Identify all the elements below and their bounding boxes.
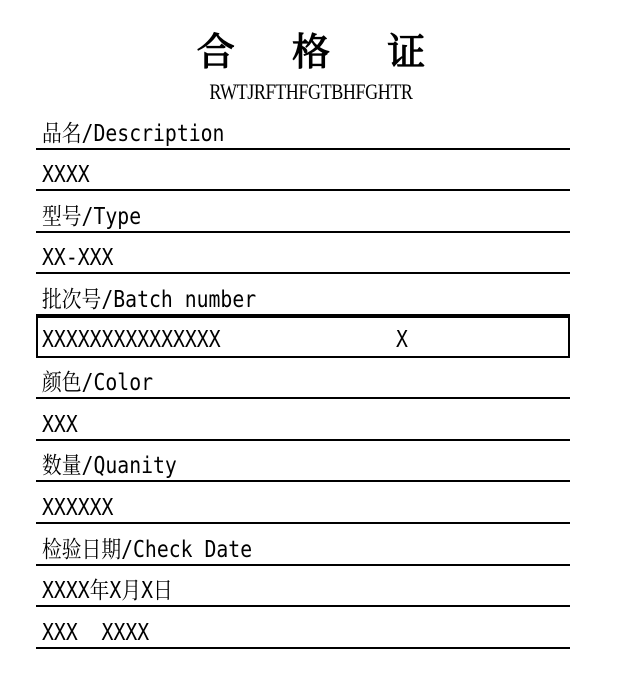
- color-value-row: [36, 399, 570, 441]
- color-value: XXX: [42, 411, 78, 438]
- batch-number-value-box: [36, 316, 570, 358]
- certificate-fields: [36, 108, 570, 649]
- color-label-row: [36, 358, 570, 400]
- check-date-label-row: [36, 524, 570, 566]
- type-value-row: [36, 233, 570, 275]
- description-value-row: [36, 150, 570, 192]
- quantity-label: 数量/Quanity: [42, 453, 177, 480]
- extra-value: XXX XXXX: [42, 619, 150, 646]
- batch-number-label: 批次号/Batch number: [42, 286, 257, 313]
- description-label: 品名/Description: [42, 120, 225, 147]
- quantity-label-row: [36, 441, 570, 483]
- check-date-value-row: [36, 566, 570, 608]
- type-label-row: [36, 191, 570, 233]
- extra-value-row: [36, 607, 570, 649]
- check-date-label: 检验日期/Check Date: [42, 536, 253, 563]
- quantity-value: XXXXXX: [42, 494, 114, 521]
- certificate-code: RWTJRFTHFGTBHFGHTR: [209, 79, 413, 104]
- check-date-value: XXXX年X月X日: [42, 578, 173, 605]
- quantity-value-row: [36, 482, 570, 524]
- description-value: XXXX: [42, 162, 90, 189]
- type-value: XX-XXX: [42, 245, 114, 272]
- type-label: 型号/Type: [42, 203, 142, 230]
- description-label-row: [36, 108, 570, 150]
- certificate-title: 合 格 证: [196, 30, 448, 74]
- color-label: 颜色/Color: [42, 370, 154, 397]
- batch-number-mark: X: [396, 326, 408, 353]
- batch-number-value: XXXXXXXXXXXXXXX: [42, 326, 221, 353]
- batch-number-label-row: [36, 274, 570, 316]
